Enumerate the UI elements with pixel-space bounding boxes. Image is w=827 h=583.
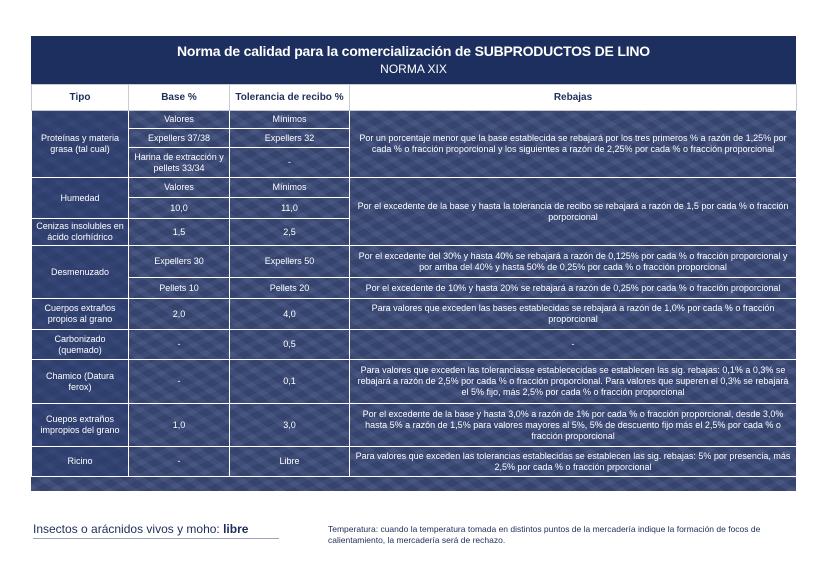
cell-rebaja: Para valores que exceden las tolerancias establecidas se establecen las sig. rebajas: 5% por presencia, más 2,5% por cada % o fracción prporcional (350, 447, 797, 477)
cell-rebaja: Por el excedente de la base y hasta 3,0% a razón de 1% por cada % o fracción proporcional, desde 3,0% hasta 5% a razón de 1,5% para valores mayores al 5%, 5% de descuento fijo más el 2,5% por cada % o fracción proporcional (350, 404, 797, 447)
table-row (32, 360, 797, 404)
cell-base: 10,0 (129, 198, 230, 219)
cell-tol: Pellets 20 (230, 278, 350, 299)
table-title-bar (31, 36, 796, 84)
table-row (32, 404, 797, 447)
col-header-tipo: Tipo (32, 85, 129, 111)
cell-rebaja: Por el excedente de la base y hasta la tolerancia de recibo se rebajará a razón de 1,5 por cada % o fracción porporcional (350, 178, 797, 246)
cell-base-sub: Valores (129, 178, 230, 198)
cell-tol: 4,0 (230, 299, 350, 330)
row-tipo-humedad: Humedad (32, 178, 129, 219)
table-row (32, 330, 797, 360)
row-tipo-cuerpos-impropios: Cuepos extraños impropios del grano (32, 404, 129, 447)
row-tipo-ricino: Ricino (32, 447, 129, 477)
cell-rebaja: - (350, 330, 797, 360)
insectos-value: libre (223, 522, 249, 536)
row-tipo-chamico: Chamico (Datura ferox) (32, 360, 129, 404)
row-tipo-cuerpos-propios: Cuerpos extraños propios al grano (32, 299, 129, 330)
cell-rebaja: Por el excedente de 10% y hasta 20% se rebajará a razón de 0,25% por cada % o fracción proporcional (350, 278, 797, 299)
col-header-tolerancia: Tolerancia de recibo % (230, 85, 350, 111)
table-row (32, 278, 797, 299)
cell-rebaja: Por un porcentaje menor que la base establecida se rebajará por los tres primeros % a razón de 1,25% por cada % o fracción proporcional y los siguientes a razón de 2,25% por cada % o fracción proporcional (350, 111, 797, 178)
row-tipo-cenizas: Cenizas insolubles en ácido clorhídrico (32, 219, 129, 246)
cell-base: - (129, 447, 230, 477)
table-header-row (32, 85, 797, 111)
cell-tol: Expellers 50 (230, 246, 350, 278)
cell-tol: Libre (230, 447, 350, 477)
cell-base-sub: Valores (129, 111, 230, 129)
insectos-note (33, 522, 279, 539)
temperatura-note: Temperatura: cuando la temperatura tomada en distintos puntos de la mercadería indique la formación de focos de calientamiento, la mercadería será de rechazo. (328, 524, 761, 545)
cell-rebaja: Para valores que exceden las bases establecidas se rebajará a razón de 1,0% por cada % o fracción proporcional (350, 299, 797, 330)
cell-tol: - (230, 148, 350, 178)
row-tipo-carbonizado: Carbonizado (quemado) (32, 330, 129, 360)
cell-base: - (129, 360, 230, 404)
cell-base: 1,5 (129, 219, 230, 246)
table-row (32, 178, 797, 198)
col-header-base: Base % (129, 85, 230, 111)
cell-tol-sub: Mínimos (230, 111, 350, 129)
quality-table (31, 84, 797, 477)
row-tipo-desmenuzado: Desmenuzado (32, 246, 129, 299)
cell-base: - (129, 330, 230, 360)
cell-tol: Expellers 32 (230, 129, 350, 148)
col-header-rebajas: Rebajas (350, 85, 797, 111)
cell-rebaja: Por el excedente del 30% y hasta 40% se rebajará a razón de 0,125% por cada % o fracción proporcional y por arriba del 40% y hasta 50% de 0,25% por cada % o fracción proporcional (350, 246, 797, 278)
table-row (32, 447, 797, 477)
cell-tol: 2,5 (230, 219, 350, 246)
table-row (32, 299, 797, 330)
cell-rebaja: Para valores que exceden las toleranciasse establececidas se establecen las sig. rebajas: 0,1% a 0,3% se rebajará a razón de 2,5% por cada % o fracción proporcional. Para valores que superen el 0,3% se rebajará el 5% fijo, más 2,5% por cada % o fracción proporcional (350, 360, 797, 404)
cell-tol: 0,1 (230, 360, 350, 404)
cell-base: Expellers 37/38 (129, 129, 230, 148)
page-title: Norma de calidad para la comercialización de SUBPRODUCTOS DE LINO (177, 43, 650, 59)
quality-table-panel (31, 36, 796, 491)
table-row (32, 111, 797, 129)
cell-base: Expellers 30 (129, 246, 230, 278)
cell-tol: 0,5 (230, 330, 350, 360)
cell-base: 2,0 (129, 299, 230, 330)
cell-base: Pellets 10 (129, 278, 230, 299)
cell-tol: 11,0 (230, 198, 350, 219)
cell-tol: 3,0 (230, 404, 350, 447)
cell-tol-sub: Mínimos (230, 178, 350, 198)
page-subtitle: NORMA XIX (380, 62, 447, 76)
table-row (32, 246, 797, 278)
row-tipo-proteinas: Proteínas y materia grasa (tal cual) (32, 111, 129, 178)
cell-base: Harina de extracción y pellets 33/34 (129, 148, 230, 178)
cell-base: 1,0 (129, 404, 230, 447)
insectos-label: Insectos o arácnidos vivos y moho: (33, 522, 224, 536)
